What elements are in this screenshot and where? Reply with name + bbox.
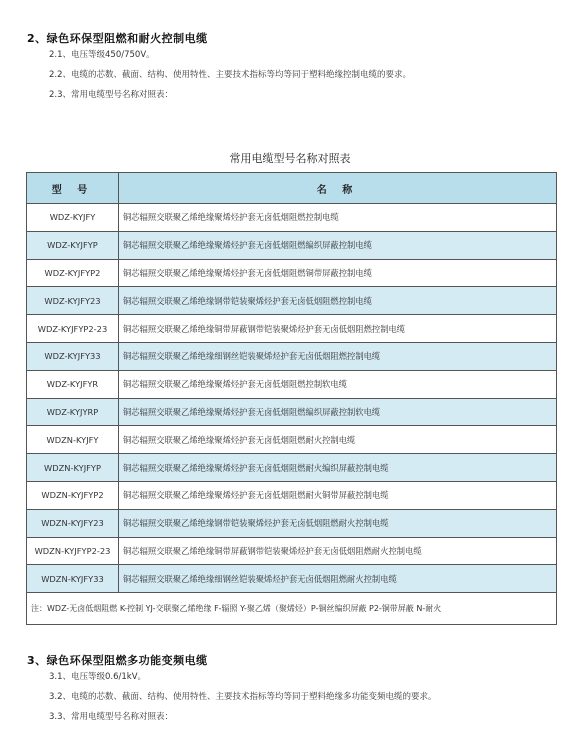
table-row — [27, 315, 557, 343]
cable-model: WDZN-KYJFY — [27, 426, 119, 454]
cable-model: WDZ-KYJFYP2-23 — [27, 315, 119, 343]
cable-name: 铜芯辐照交联聚乙烯绝缘细钢丝铠装聚烯烃护套无卤低烟阻燃控制电缆 — [119, 342, 557, 370]
cable-name: 铜芯辐照交联聚乙烯绝缘铜带屏蔽钢带铠装聚烯烃护套无卤低烟阻燃控制电缆 — [119, 315, 557, 343]
section2-item-table-ref: 2.3、常用电缆型号名称对照表： — [49, 90, 174, 100]
cable-name: 铜芯辐照交联聚乙烯绝缘聚烯烃护套无卤低烟阻燃铜带屏蔽控制电缆 — [119, 259, 557, 287]
table-row — [27, 231, 557, 259]
cable-model: WDZN-KYJFYP — [27, 454, 119, 482]
table-row — [27, 398, 557, 426]
header-name: 名 称 — [119, 173, 557, 204]
cable-model: WDZN-KYJFYP2-23 — [27, 537, 119, 565]
cable-name: 铜芯辐照交联聚乙烯绝缘钢带铠装聚烯烃护套无卤低烟阻燃耐火控制电缆 — [119, 509, 557, 537]
table-title: 常用电缆型号名称对照表 — [229, 152, 351, 165]
cable-name: 铜芯辐照交联聚乙烯绝缘聚烯烃护套无卤低烟阻燃编织屏蔽控制电缆 — [119, 231, 557, 259]
cable-table — [26, 172, 557, 625]
cable-name: 铜芯辐照交联聚乙烯绝缘聚烯烃护套无卤低烟阻燃控制电缆 — [119, 204, 557, 232]
section2-item-voltage: 2.1、电压等级450/750V。 — [49, 50, 155, 60]
section3-item-voltage: 3.1、电压等级0.6/1kV。 — [49, 672, 147, 682]
cable-model: WDZN-KYJFY23 — [27, 509, 119, 537]
cable-model: WDZN-KYJFYP2 — [27, 481, 119, 509]
cable-name: 铜芯辐照交联聚乙烯绝缘钢带铠装聚烯烃护套无卤低烟阻燃控制电缆 — [119, 287, 557, 315]
cable-model: WDZN-KYJFY33 — [27, 565, 119, 593]
section3-item-table-ref: 3.3、常用电缆型号名称对照表： — [49, 712, 174, 722]
section3-heading: 3、绿色环保型阻燃多功能变频电缆 — [27, 654, 208, 667]
table-row — [27, 287, 557, 315]
cable-name: 铜芯辐照交联聚乙烯绝缘聚烯烃护套无卤低烟阻燃耐火控制电缆 — [119, 426, 557, 454]
cable-model: WDZ-KYJFY33 — [27, 342, 119, 370]
cable-name: 铜芯辐照交联聚乙烯绝缘聚烯烃护套无卤低烟阻燃耐火铜带屏蔽控制电缆 — [119, 481, 557, 509]
table-note-row — [27, 593, 557, 625]
cable-model: WDZ-KYJFY — [27, 204, 119, 232]
table-note: 注：WDZ-无卤低烟阻燃 K-控制 YJ-交联聚乙烯绝缘 F-辐照 Y-聚乙烯（聚烯烃）P-铜丝编织屏蔽 P2-铜带屏蔽 N-耐火 — [27, 593, 557, 625]
table-row — [27, 342, 557, 370]
table-row — [27, 454, 557, 482]
table-row — [27, 426, 557, 454]
cable-name: 铜芯辐照交联聚乙烯绝缘细钢丝铠装聚烯烃护套无卤低烟阻燃耐火控制电缆 — [119, 565, 557, 593]
section2-item-specs: 2.2、电缆的芯数、截面、结构、使用特性、主要技术指标等均等同于塑料绝缘控制电缆的要求。 — [49, 70, 412, 80]
table-row — [27, 370, 557, 398]
table-header-row — [27, 173, 557, 204]
table-row — [27, 509, 557, 537]
section3-item-specs: 3.2、电缆的芯数、截面、结构、使用特性、主要技术指标等均等同于塑料绝缘多功能变频电缆的要求。 — [49, 692, 437, 702]
cable-name: 铜芯辐照交联聚乙烯绝缘聚烯烃护套无卤低烟阻燃控制软电缆 — [119, 370, 557, 398]
table-row — [27, 481, 557, 509]
cable-name: 铜芯辐照交联聚乙烯绝缘聚烯烃护套无卤低烟阻燃耐火编织屏蔽控制电缆 — [119, 454, 557, 482]
section2-heading: 2、绿色环保型阻燃和耐火控制电缆 — [27, 32, 208, 45]
cable-name: 铜芯辐照交联聚乙烯绝缘聚烯烃护套无卤低烟阻燃编织屏蔽控制软电缆 — [119, 398, 557, 426]
table-row — [27, 204, 557, 232]
cable-model: WDZ-KYJFYP — [27, 231, 119, 259]
header-model: 型 号 — [27, 173, 119, 204]
cable-model: WDZ-KYJFYP2 — [27, 259, 119, 287]
cable-model: WDZ-KYJYRP — [27, 398, 119, 426]
table-row — [27, 565, 557, 593]
table-row — [27, 259, 557, 287]
cable-model: WDZ-KYJFYR — [27, 370, 119, 398]
cable-name: 铜芯辐照交联聚乙烯绝缘铜带屏蔽钢带铠装聚烯烃护套无卤低烟阻燃耐火控制电缆 — [119, 537, 557, 565]
table-row — [27, 537, 557, 565]
cable-model: WDZ-KYJFY23 — [27, 287, 119, 315]
